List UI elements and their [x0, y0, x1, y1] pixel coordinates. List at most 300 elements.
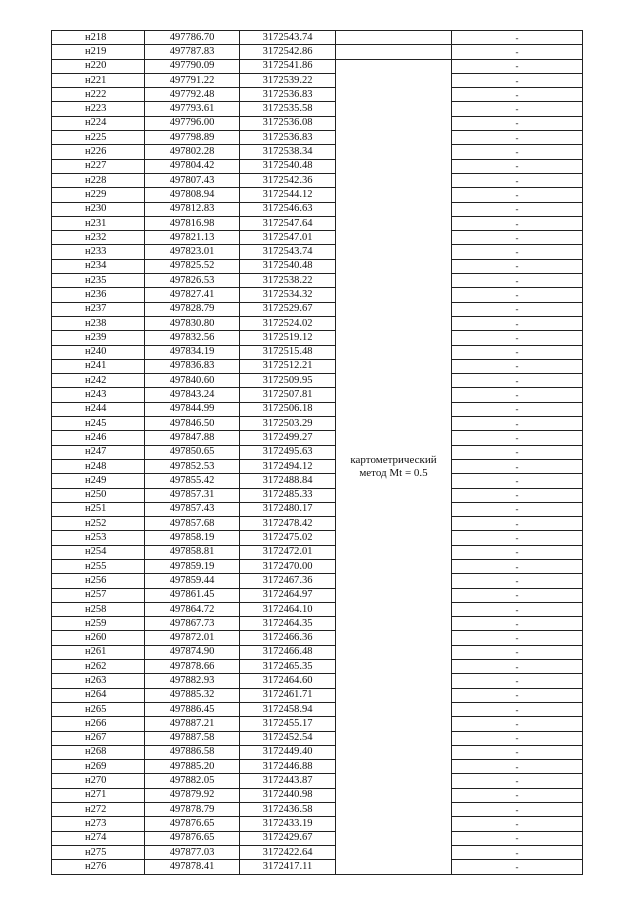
x-coordinate-cell: 497855.42 [145, 474, 240, 488]
description-cell: - [452, 288, 583, 302]
y-coordinate-cell: 3172488.84 [240, 474, 336, 488]
table-row [52, 102, 583, 116]
table-row [52, 274, 583, 288]
point-name-cell: н254 [52, 545, 145, 559]
table-row [52, 588, 583, 602]
x-coordinate-cell: 497872.01 [145, 631, 240, 645]
point-name-cell: н237 [52, 302, 145, 316]
x-coordinate-cell: 497878.79 [145, 803, 240, 817]
table-row [52, 559, 583, 573]
point-name-cell: н236 [52, 288, 145, 302]
point-name-cell: н227 [52, 159, 145, 173]
x-coordinate-cell: 497791.22 [145, 73, 240, 87]
description-cell: - [452, 45, 583, 59]
description-cell: - [452, 588, 583, 602]
point-name-cell: н235 [52, 274, 145, 288]
description-cell: - [452, 245, 583, 259]
table-row [52, 159, 583, 173]
table-row [52, 31, 583, 45]
point-name-cell: н250 [52, 488, 145, 502]
method-cell-empty [336, 31, 452, 45]
y-coordinate-cell: 3172540.48 [240, 259, 336, 273]
x-coordinate-cell: 497816.98 [145, 216, 240, 230]
x-coordinate-cell: 497830.80 [145, 316, 240, 330]
description-cell: - [452, 417, 583, 431]
point-name-cell: н260 [52, 631, 145, 645]
point-name-cell: н240 [52, 345, 145, 359]
y-coordinate-cell: 3172506.18 [240, 402, 336, 416]
description-cell: - [452, 574, 583, 588]
table-row [52, 602, 583, 616]
point-name-cell: н234 [52, 259, 145, 273]
table-row [52, 731, 583, 745]
table-row [52, 545, 583, 559]
table-row [52, 345, 583, 359]
x-coordinate-cell: 497882.05 [145, 774, 240, 788]
point-name-cell: н276 [52, 860, 145, 874]
x-coordinate-cell: 497859.19 [145, 559, 240, 573]
table-row [52, 202, 583, 216]
x-coordinate-cell: 497792.48 [145, 88, 240, 102]
table-row [52, 745, 583, 759]
description-cell: - [452, 145, 583, 159]
table-row [52, 417, 583, 431]
y-coordinate-cell: 3172543.74 [240, 31, 336, 45]
y-coordinate-cell: 3172472.01 [240, 545, 336, 559]
x-coordinate-cell: 497796.00 [145, 116, 240, 130]
y-coordinate-cell: 3172455.17 [240, 717, 336, 731]
description-cell: - [452, 259, 583, 273]
table-row [52, 760, 583, 774]
y-coordinate-cell: 3172540.48 [240, 159, 336, 173]
x-coordinate-cell: 497876.65 [145, 831, 240, 845]
y-coordinate-cell: 3172538.34 [240, 145, 336, 159]
table-row [52, 817, 583, 831]
x-coordinate-cell: 497828.79 [145, 302, 240, 316]
table-row [52, 288, 583, 302]
description-cell: - [452, 559, 583, 573]
point-name-cell: н259 [52, 617, 145, 631]
table-row [52, 231, 583, 245]
point-name-cell: н261 [52, 645, 145, 659]
y-coordinate-cell: 3172524.02 [240, 316, 336, 330]
y-coordinate-cell: 3172465.35 [240, 660, 336, 674]
description-cell: - [452, 131, 583, 145]
point-name-cell: н257 [52, 588, 145, 602]
y-coordinate-cell: 3172495.63 [240, 445, 336, 459]
point-name-cell: н231 [52, 216, 145, 230]
table-row [52, 359, 583, 373]
point-name-cell: н219 [52, 45, 145, 59]
table-row [52, 845, 583, 859]
description-cell: - [452, 445, 583, 459]
table-row [52, 717, 583, 731]
x-coordinate-cell: 497802.28 [145, 145, 240, 159]
point-name-cell: н266 [52, 717, 145, 731]
y-coordinate-cell: 3172464.35 [240, 617, 336, 631]
description-cell: - [452, 531, 583, 545]
point-name-cell: н275 [52, 845, 145, 859]
description-cell: - [452, 760, 583, 774]
point-name-cell: н264 [52, 688, 145, 702]
y-coordinate-cell: 3172443.87 [240, 774, 336, 788]
y-coordinate-cell: 3172440.98 [240, 788, 336, 802]
description-cell: - [452, 459, 583, 473]
point-name-cell: н263 [52, 674, 145, 688]
x-coordinate-cell: 497887.58 [145, 731, 240, 745]
table-row [52, 831, 583, 845]
x-coordinate-cell: 497858.19 [145, 531, 240, 545]
table-row [52, 116, 583, 130]
x-coordinate-cell: 497885.20 [145, 760, 240, 774]
y-coordinate-cell: 3172538.22 [240, 274, 336, 288]
y-coordinate-cell: 3172480.17 [240, 502, 336, 516]
y-coordinate-cell: 3172470.00 [240, 559, 336, 573]
description-cell: - [452, 645, 583, 659]
description-cell: - [452, 474, 583, 488]
coordinates-table-body [52, 31, 583, 875]
table-row [52, 302, 583, 316]
description-cell: - [452, 602, 583, 616]
y-coordinate-cell: 3172541.86 [240, 59, 336, 73]
x-coordinate-cell: 497826.53 [145, 274, 240, 288]
y-coordinate-cell: 3172507.81 [240, 388, 336, 402]
y-coordinate-cell: 3172464.97 [240, 588, 336, 602]
table-row [52, 331, 583, 345]
table-row [52, 788, 583, 802]
description-cell: - [452, 231, 583, 245]
description-cell: - [452, 159, 583, 173]
table-row [52, 674, 583, 688]
point-name-cell: н248 [52, 459, 145, 473]
x-coordinate-cell: 497876.65 [145, 817, 240, 831]
y-coordinate-cell: 3172461.71 [240, 688, 336, 702]
x-coordinate-cell: 497836.83 [145, 359, 240, 373]
table-row [52, 774, 583, 788]
x-coordinate-cell: 497859.44 [145, 574, 240, 588]
table-row [52, 645, 583, 659]
point-name-cell: н220 [52, 59, 145, 73]
y-coordinate-cell: 3172452.54 [240, 731, 336, 745]
description-cell: - [452, 817, 583, 831]
point-name-cell: н258 [52, 602, 145, 616]
point-name-cell: н218 [52, 31, 145, 45]
y-coordinate-cell: 3172534.32 [240, 288, 336, 302]
method-cell-empty [336, 45, 452, 59]
point-name-cell: н223 [52, 102, 145, 116]
x-coordinate-cell: 497850.65 [145, 445, 240, 459]
description-cell: - [452, 431, 583, 445]
x-coordinate-cell: 497852.53 [145, 459, 240, 473]
table-row [52, 131, 583, 145]
x-coordinate-cell: 497882.93 [145, 674, 240, 688]
table-row [52, 402, 583, 416]
description-cell: - [452, 302, 583, 316]
x-coordinate-cell: 497823.01 [145, 245, 240, 259]
point-name-cell: н251 [52, 502, 145, 516]
description-cell: - [452, 717, 583, 731]
y-coordinate-cell: 3172422.64 [240, 845, 336, 859]
x-coordinate-cell: 497878.41 [145, 860, 240, 874]
y-coordinate-cell: 3172449.40 [240, 745, 336, 759]
method-cell: картометрический метод Mt = 0.5 [336, 59, 452, 874]
x-coordinate-cell: 497857.68 [145, 517, 240, 531]
y-coordinate-cell: 3172458.94 [240, 702, 336, 716]
point-name-cell: н273 [52, 817, 145, 831]
point-name-cell: н221 [52, 73, 145, 87]
table-row [52, 617, 583, 631]
y-coordinate-cell: 3172519.12 [240, 331, 336, 345]
table-row [52, 59, 583, 73]
y-coordinate-cell: 3172536.08 [240, 116, 336, 130]
description-cell: - [452, 502, 583, 516]
y-coordinate-cell: 3172478.42 [240, 517, 336, 531]
table-row [52, 860, 583, 874]
y-coordinate-cell: 3172417.11 [240, 860, 336, 874]
description-cell: - [452, 73, 583, 87]
x-coordinate-cell: 497786.70 [145, 31, 240, 45]
table-row [52, 531, 583, 545]
description-cell: - [452, 88, 583, 102]
point-name-cell: н253 [52, 531, 145, 545]
x-coordinate-cell: 497847.88 [145, 431, 240, 445]
description-cell: - [452, 31, 583, 45]
x-coordinate-cell: 497874.90 [145, 645, 240, 659]
table-row [52, 445, 583, 459]
description-cell: - [452, 345, 583, 359]
description-cell: - [452, 674, 583, 688]
table-row [52, 459, 583, 473]
y-coordinate-cell: 3172547.01 [240, 231, 336, 245]
y-coordinate-cell: 3172529.67 [240, 302, 336, 316]
point-name-cell: н228 [52, 173, 145, 187]
point-name-cell: н226 [52, 145, 145, 159]
x-coordinate-cell: 497878.66 [145, 660, 240, 674]
point-name-cell: н268 [52, 745, 145, 759]
description-cell: - [452, 402, 583, 416]
point-name-cell: н224 [52, 116, 145, 130]
description-cell: - [452, 702, 583, 716]
y-coordinate-cell: 3172466.48 [240, 645, 336, 659]
description-cell: - [452, 731, 583, 745]
description-cell: - [452, 102, 583, 116]
table-row [52, 431, 583, 445]
description-cell: - [452, 860, 583, 874]
description-cell: - [452, 617, 583, 631]
y-coordinate-cell: 3172536.83 [240, 88, 336, 102]
description-cell: - [452, 745, 583, 759]
x-coordinate-cell: 497885.32 [145, 688, 240, 702]
y-coordinate-cell: 3172446.88 [240, 760, 336, 774]
table-row [52, 688, 583, 702]
table-row [52, 574, 583, 588]
y-coordinate-cell: 3172544.12 [240, 188, 336, 202]
x-coordinate-cell: 497858.81 [145, 545, 240, 559]
point-name-cell: н269 [52, 760, 145, 774]
x-coordinate-cell: 497798.89 [145, 131, 240, 145]
point-name-cell: н262 [52, 660, 145, 674]
table-row [52, 45, 583, 59]
y-coordinate-cell: 3172494.12 [240, 459, 336, 473]
y-coordinate-cell: 3172509.95 [240, 374, 336, 388]
y-coordinate-cell: 3172429.67 [240, 831, 336, 845]
point-name-cell: н252 [52, 517, 145, 531]
point-name-cell: н243 [52, 388, 145, 402]
x-coordinate-cell: 497886.45 [145, 702, 240, 716]
description-cell: - [452, 788, 583, 802]
point-name-cell: н272 [52, 803, 145, 817]
y-coordinate-cell: 3172499.27 [240, 431, 336, 445]
x-coordinate-cell: 497793.61 [145, 102, 240, 116]
description-cell: - [452, 316, 583, 330]
description-cell: - [452, 374, 583, 388]
point-name-cell: н274 [52, 831, 145, 845]
table-row [52, 631, 583, 645]
description-cell: - [452, 831, 583, 845]
point-name-cell: н225 [52, 131, 145, 145]
table-row [52, 316, 583, 330]
point-name-cell: н244 [52, 402, 145, 416]
y-coordinate-cell: 3172547.64 [240, 216, 336, 230]
table-row [52, 474, 583, 488]
description-cell: - [452, 274, 583, 288]
table-row [52, 374, 583, 388]
description-cell: - [452, 188, 583, 202]
description-cell: - [452, 359, 583, 373]
point-name-cell: н241 [52, 359, 145, 373]
description-cell: - [452, 688, 583, 702]
point-name-cell: н247 [52, 445, 145, 459]
point-name-cell: н229 [52, 188, 145, 202]
point-name-cell: н255 [52, 559, 145, 573]
table-row [52, 259, 583, 273]
y-coordinate-cell: 3172436.58 [240, 803, 336, 817]
table-row [52, 388, 583, 402]
point-name-cell: н249 [52, 474, 145, 488]
y-coordinate-cell: 3172466.36 [240, 631, 336, 645]
x-coordinate-cell: 497846.50 [145, 417, 240, 431]
y-coordinate-cell: 3172542.86 [240, 45, 336, 59]
description-cell: - [452, 545, 583, 559]
y-coordinate-cell: 3172503.29 [240, 417, 336, 431]
table-row [52, 216, 583, 230]
y-coordinate-cell: 3172515.48 [240, 345, 336, 359]
y-coordinate-cell: 3172536.83 [240, 131, 336, 145]
point-name-cell: н271 [52, 788, 145, 802]
description-cell: - [452, 803, 583, 817]
table-row [52, 188, 583, 202]
x-coordinate-cell: 497877.03 [145, 845, 240, 859]
y-coordinate-cell: 3172546.63 [240, 202, 336, 216]
description-cell: - [452, 660, 583, 674]
table-row [52, 803, 583, 817]
x-coordinate-cell: 497807.43 [145, 173, 240, 187]
x-coordinate-cell: 497832.56 [145, 331, 240, 345]
y-coordinate-cell: 3172512.21 [240, 359, 336, 373]
table-row [52, 145, 583, 159]
x-coordinate-cell: 497857.43 [145, 502, 240, 516]
point-name-cell: н256 [52, 574, 145, 588]
x-coordinate-cell: 497879.92 [145, 788, 240, 802]
y-coordinate-cell: 3172485.33 [240, 488, 336, 502]
x-coordinate-cell: 497864.72 [145, 602, 240, 616]
x-coordinate-cell: 497804.42 [145, 159, 240, 173]
table-row [52, 173, 583, 187]
x-coordinate-cell: 497844.99 [145, 402, 240, 416]
x-coordinate-cell: 497825.52 [145, 259, 240, 273]
description-cell: - [452, 202, 583, 216]
point-name-cell: н265 [52, 702, 145, 716]
x-coordinate-cell: 497857.31 [145, 488, 240, 502]
x-coordinate-cell: 497867.73 [145, 617, 240, 631]
x-coordinate-cell: 497834.19 [145, 345, 240, 359]
x-coordinate-cell: 497821.13 [145, 231, 240, 245]
x-coordinate-cell: 497887.21 [145, 717, 240, 731]
description-cell: - [452, 388, 583, 402]
description-cell: - [452, 216, 583, 230]
description-cell: - [452, 116, 583, 130]
point-name-cell: н245 [52, 417, 145, 431]
table-row [52, 702, 583, 716]
description-cell: - [452, 173, 583, 187]
point-name-cell: н238 [52, 316, 145, 330]
x-coordinate-cell: 497861.45 [145, 588, 240, 602]
point-name-cell: н267 [52, 731, 145, 745]
table-row [52, 73, 583, 87]
y-coordinate-cell: 3172539.22 [240, 73, 336, 87]
x-coordinate-cell: 497886.58 [145, 745, 240, 759]
description-cell: - [452, 845, 583, 859]
table-row [52, 245, 583, 259]
description-cell: - [452, 774, 583, 788]
x-coordinate-cell: 497843.24 [145, 388, 240, 402]
point-name-cell: н270 [52, 774, 145, 788]
point-name-cell: н222 [52, 88, 145, 102]
y-coordinate-cell: 3172464.60 [240, 674, 336, 688]
table-row [52, 517, 583, 531]
x-coordinate-cell: 497790.09 [145, 59, 240, 73]
point-name-cell: н239 [52, 331, 145, 345]
x-coordinate-cell: 497827.41 [145, 288, 240, 302]
y-coordinate-cell: 3172433.19 [240, 817, 336, 831]
point-name-cell: н242 [52, 374, 145, 388]
description-cell: - [452, 331, 583, 345]
table-row [52, 488, 583, 502]
table-row [52, 660, 583, 674]
y-coordinate-cell: 3172467.36 [240, 574, 336, 588]
y-coordinate-cell: 3172464.10 [240, 602, 336, 616]
description-cell: - [452, 488, 583, 502]
table-row [52, 502, 583, 516]
x-coordinate-cell: 497808.94 [145, 188, 240, 202]
table-row [52, 88, 583, 102]
point-name-cell: н233 [52, 245, 145, 259]
y-coordinate-cell: 3172535.58 [240, 102, 336, 116]
x-coordinate-cell: 497812.83 [145, 202, 240, 216]
y-coordinate-cell: 3172543.74 [240, 245, 336, 259]
y-coordinate-cell: 3172475.02 [240, 531, 336, 545]
point-name-cell: н232 [52, 231, 145, 245]
x-coordinate-cell: 497787.83 [145, 45, 240, 59]
point-name-cell: н230 [52, 202, 145, 216]
y-coordinate-cell: 3172542.36 [240, 173, 336, 187]
coordinates-table-page [51, 30, 582, 875]
point-name-cell: н246 [52, 431, 145, 445]
description-cell: - [452, 517, 583, 531]
description-cell: - [452, 59, 583, 73]
coordinates-table [51, 30, 583, 875]
description-cell: - [452, 631, 583, 645]
